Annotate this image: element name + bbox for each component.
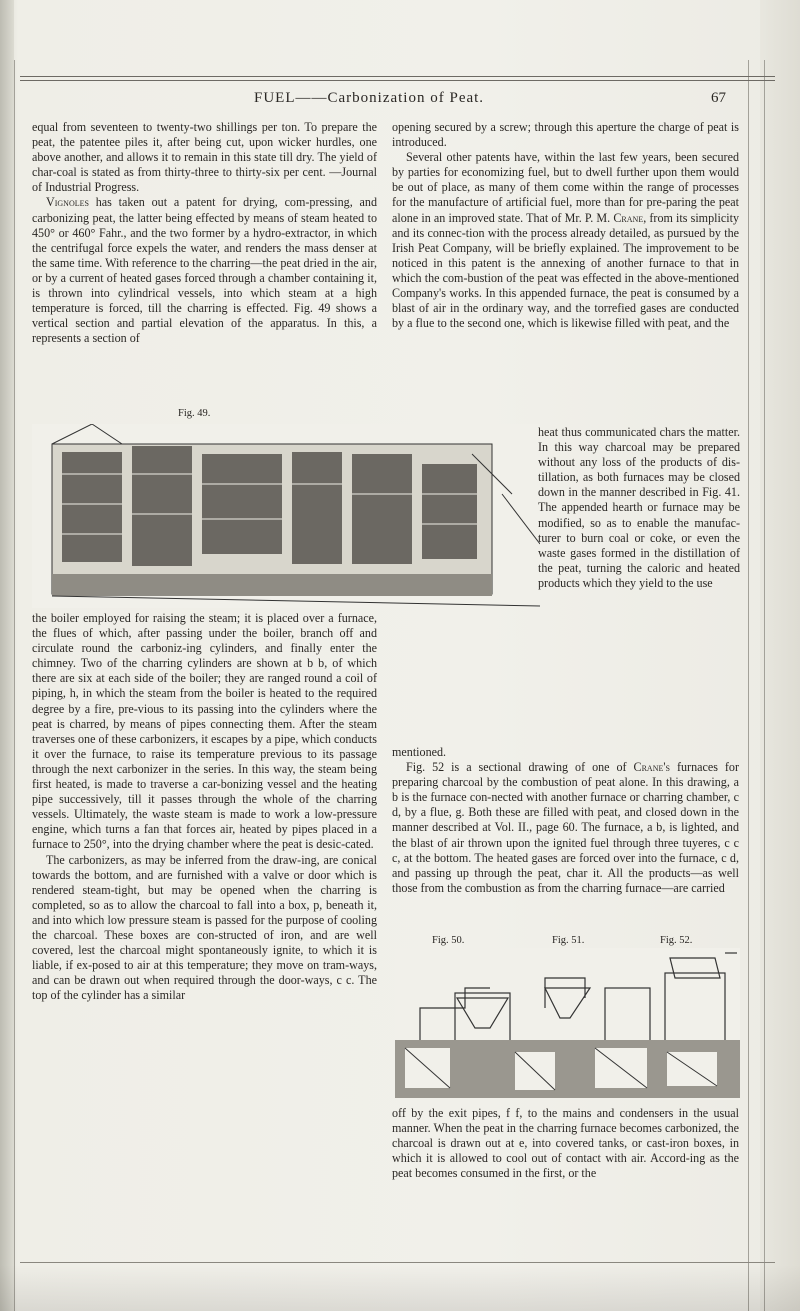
figure-caption: Fig. 49. — [178, 408, 211, 419]
top-rule — [20, 76, 775, 77]
paragraph — [392, 760, 739, 896]
paragraph-text: Fig. 52 is a sectional drawing of one of — [406, 760, 634, 775]
paragraph-text: furnaces for preparing charcoal by the combustion of peat alone. In this drawing, a b is the furnace con-nected with another furnace or charring chamber, c d, by a flue, g. Both these are filled with peat, and closed down in the manner described at Vol. II., page 60. The furnace, a b, is lighted, and the blast of air thrown upon the ignited fuel through three tuyeres, c c c, at the bottom. The heated gases are forced over into the furnace, c d, and passing up through the peat, char it. All the products—as well those from the combustion as from the charring furnace—are carried — [392, 760, 739, 895]
page-binding-shadow — [0, 0, 14, 1311]
margin-line — [764, 60, 765, 1311]
page-edge — [760, 0, 800, 1311]
paragraph — [392, 150, 739, 331]
paragraph — [32, 195, 377, 346]
author-name: Crane — [613, 210, 644, 225]
top-rule — [20, 80, 775, 81]
paragraph-text: , from its simplicity and its connec-tion with the process already detailed, as pursued by the Irish Peat Company, will be briefly explained. The improvement to be noticed in this patent is the annexing of another furnace to that in which the com-bustion of the peat was effected in the above-mentioned Company's works. In this appended furnace, the peat is consumed by a blast of air in the ordinary way, and the torrefied gases are conducted by a flue to the second one, which is likewise filled with peat, and the — [392, 210, 739, 331]
running-title: FUEL——Carbonization of Peat. — [254, 90, 485, 106]
page-number: 67 — [711, 90, 726, 106]
figure-49-illustration — [32, 424, 540, 608]
paragraph: The carbonizers, as may be inferred from the draw-ing, are conical towards the bottom, and are furnished with a valve or door which is rendered steam-tight, but may be opened when the charring is completed, so as to allow the charcoal to fall into a box, p, beneath it, and into which low pressure steam is passed for the purpose of cooling the charcoal. These boxes are con-structed of iron, and are well covered, lest the charcoal might spontaneously ignite, to which it is liable, if ex-posed to air at this temperature; they move on tram-ways, and can be drawn out when required through the door-ways, c c. The top of the cylinder has a similar — [32, 852, 377, 1003]
figures-50-52-illustration — [395, 948, 740, 1100]
figure-caption: Fig. 52. — [660, 935, 693, 946]
paragraph: equal from seventeen to twenty-two shillings per ton. To prepare the peat, the patentee piles it, after being cut, upon wicker hurdles, one above another, and allows it to remain in this state till dry. The yield of char-coal is stated as from thirty-three to thirty-six per cent. —Journal of Industrial Progress. — [32, 120, 377, 195]
figure-caption: Fig. 51. — [552, 935, 585, 946]
paragraph: opening secured by a screw; through this aperture the charge of peat is introduced. — [392, 120, 739, 150]
column-right-bottom — [392, 1106, 739, 1181]
page-bottom-shadow — [0, 1265, 800, 1311]
paragraph: mentioned. — [392, 745, 447, 759]
author-name: Crane's — [633, 760, 671, 775]
paragraph-text: has taken out a patent for drying, com-pressing, and carbonizing peat, the latter being effected by means of steam heated to 450° or 460° Fahr., and the two former by a hydro-extractor, in which the centrifugal force expels the water, and renders the mass denser at the same time. With reference to the charring—the peat dried in the air, or by a current of heated gases forced through a chamber containing it, is thrown into cylindrical vessels, into which steam at a high temperature is forced, till the charring is effected. Fig. 49 shows a vertical section and partial elevation of the apparatus. In this, a represents a section of — [32, 195, 377, 346]
figure-caption: Fig. 50. — [432, 935, 465, 946]
margin-line — [748, 60, 749, 1311]
bottom-rule — [20, 1262, 775, 1263]
margin-line — [14, 60, 15, 1311]
paragraph: heat thus communicated chars the matter. In this way charcoal may be prepared without any loss of the products of dis-tillation, as both furnaces may be closed down in the manner described in Fig. 41. The appended hearth or furnace may be modified, so as to enable the manufac-turer to burn coal or coke, or even the waste gases formed in the distillation of the peat, turning the caloric and heated products which they yield to the use — [538, 425, 740, 590]
column-right-top — [392, 120, 739, 331]
paragraph: the boiler employed for raising the steam; it is placed over a furnace, the flues of which, after passing under the boiler, branch off and circulate round the carboniz-ing cylinders, and finally enter the chimney. Two of the charring cylinders are shown at b b, of which there are six at each side of the boiler; they are ranged round a coil of piping, h, in which the steam from the boiler is heated to the required degree by a fire, pre-vious to its passing into the cylinders where the peat is charred, by means of pipes connecting them. After the steam traverses one of these carbonizers, it escapes by a pipe, which conducts it over the furnace, to raise its temperature previous to its passage through the next carbonizer in the series. In this way, the steam being first heated, is made to traverse a car-bonizing vessel and the heating pipe successively, till it passes through the whole of the charring vessels. Ultimately, the waste steam is made to work a low-pressure engine, which turns a fan that forces air, heated by pipes placed in a furnace to 250°, into the drying chamber where the peat is desic-cated. — [32, 611, 377, 852]
paragraph-text: Several other patents have, within the last few years, been secured by parties for economizing fuel, but to dwell further upon them would be out of place, as many of them come within the range of processes for the manufacture of artificial fuel, more than for pre-paring the peat alone in an improved state. That of Mr. P. M. — [392, 150, 739, 225]
running-header — [0, 90, 800, 114]
column-left-bottom — [32, 611, 377, 1003]
paragraph: off by the exit pipes, f f, to the mains and condensers in the usual manner. When the peat in the charring furnace becomes carbonized, the charcoal is drawn out at e, into covered tanks, or cast-iron boxes, in which it is allowed to cool out of contact with air. Accord-ing as the peat becomes consumed in the first, or the — [392, 1106, 739, 1181]
author-name: Vignoles — [46, 195, 89, 210]
column-right-middle — [392, 745, 739, 896]
column-right-narrow — [538, 425, 740, 591]
column-left-top — [32, 120, 377, 346]
